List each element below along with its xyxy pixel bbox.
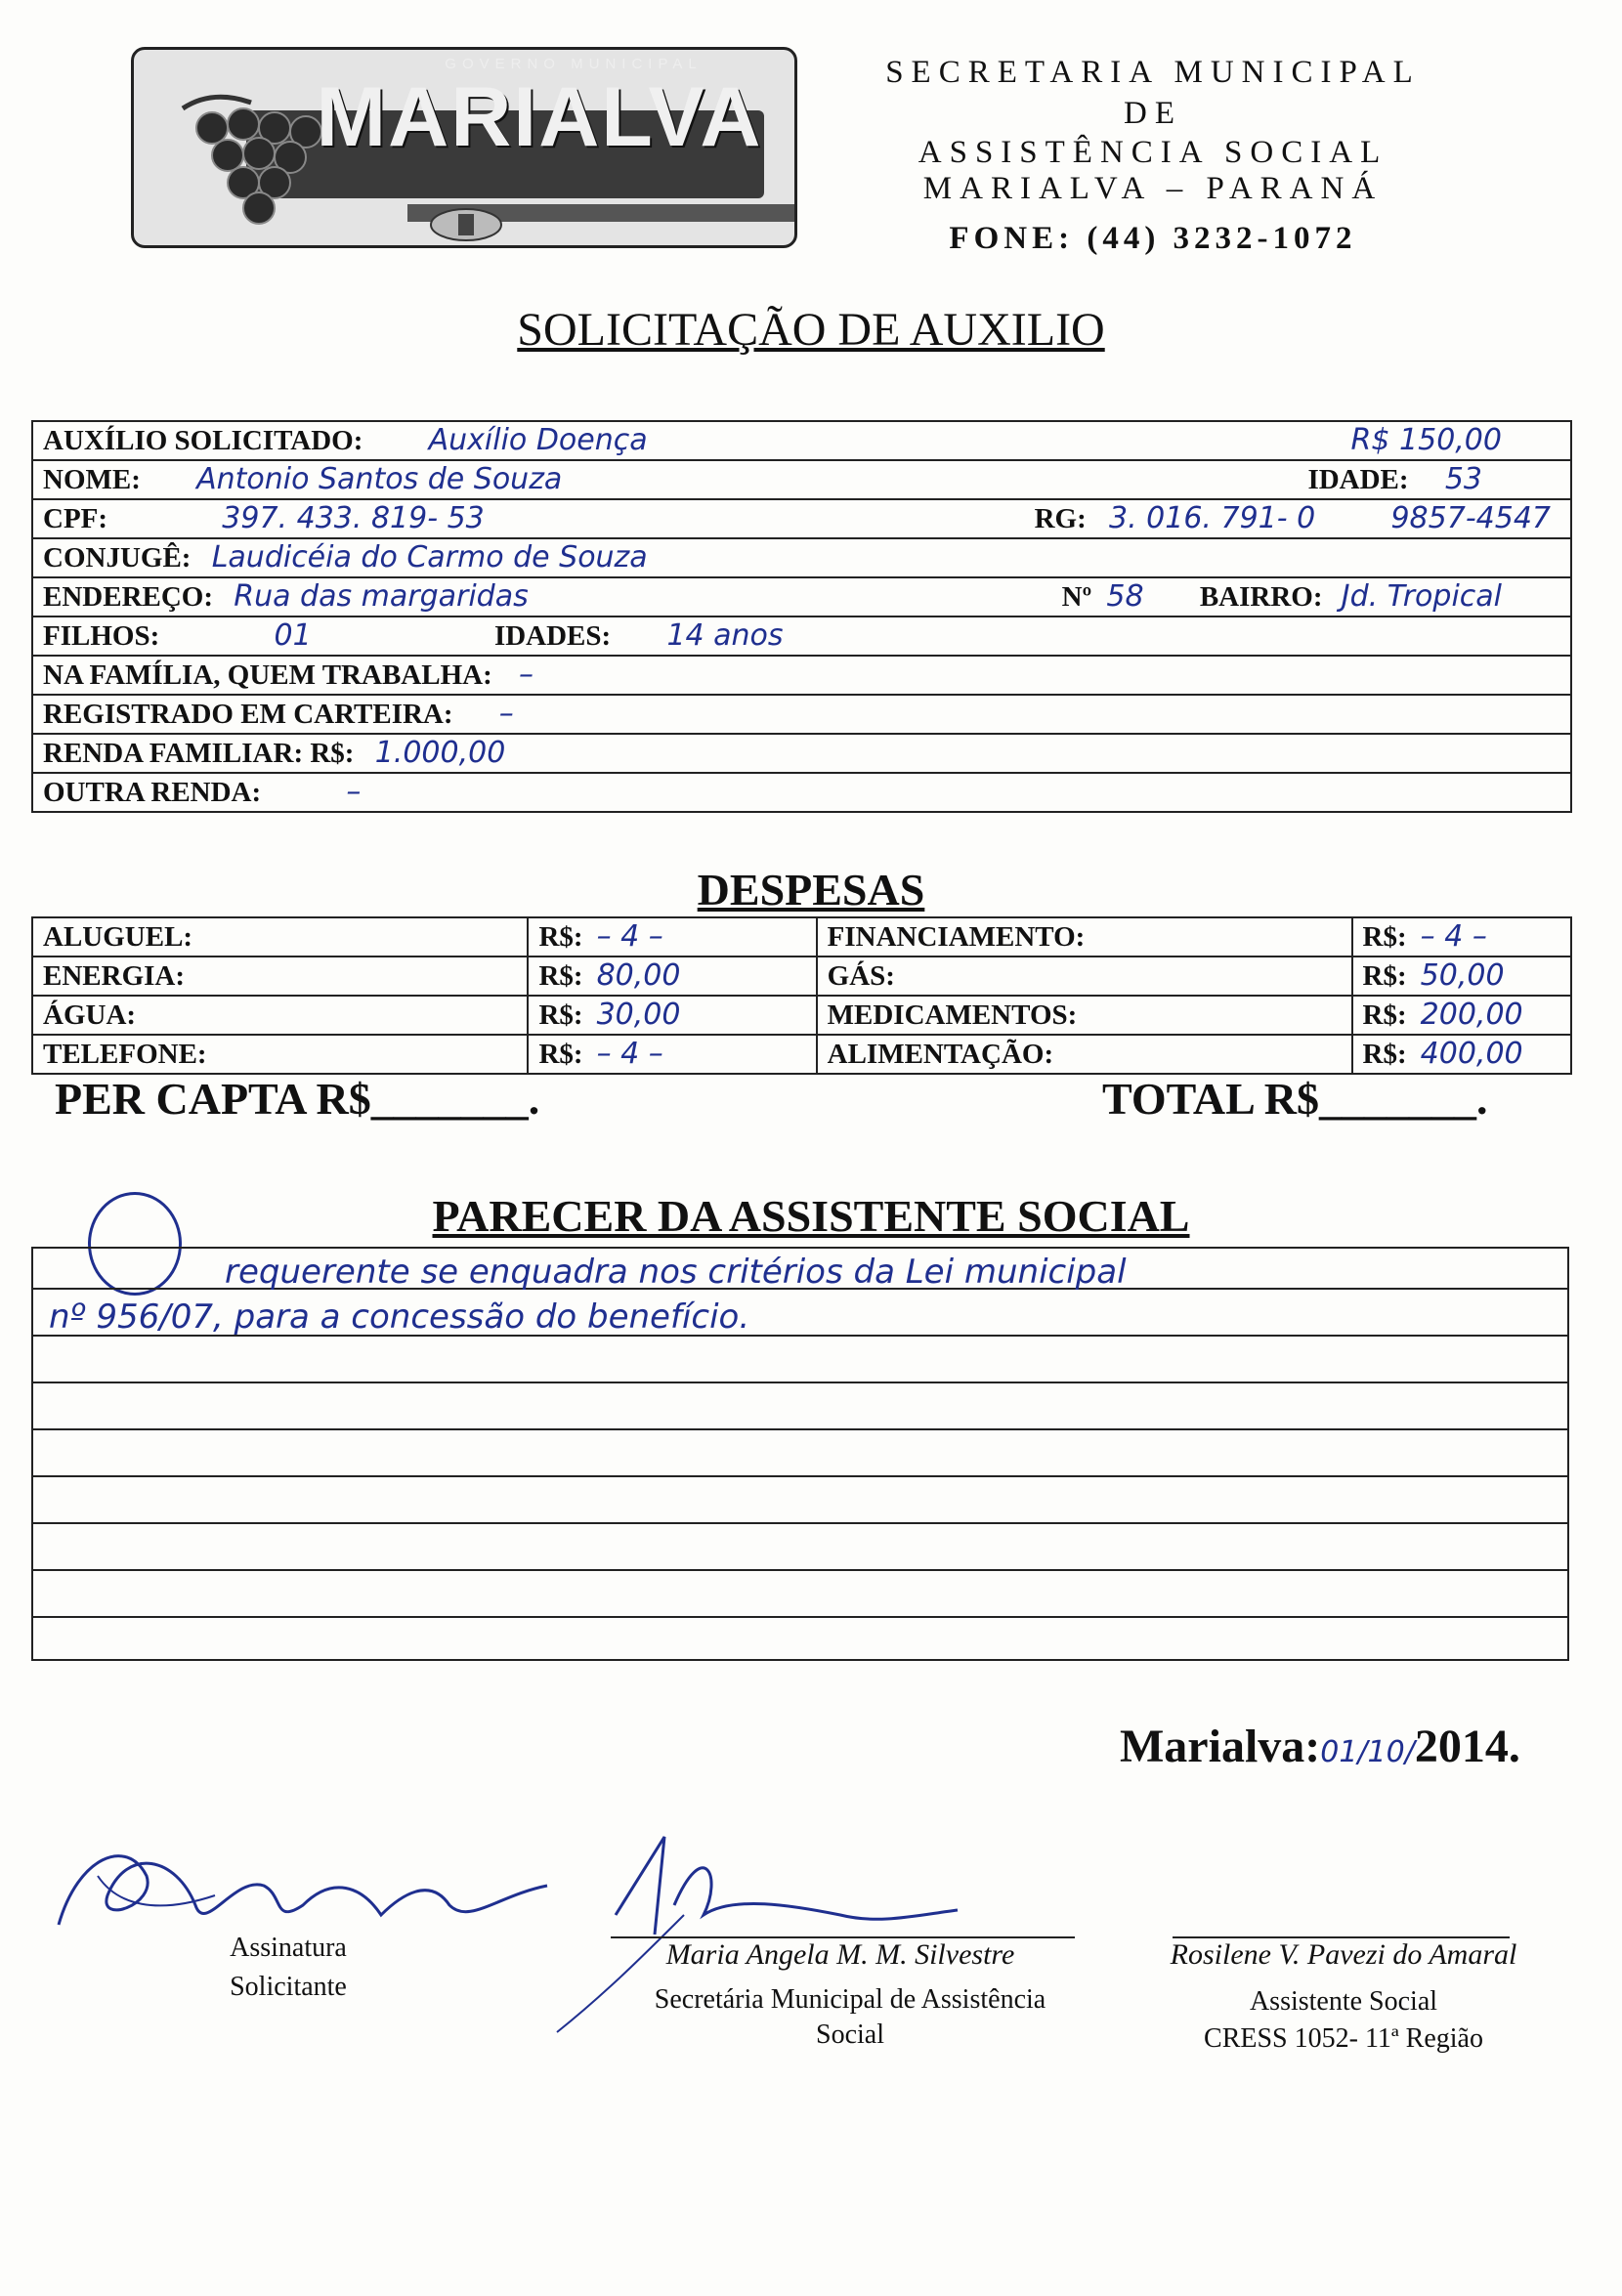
currency-label: R$: <box>1362 960 1407 992</box>
header-phone: FONE: (44) 3232-1072 <box>949 221 1357 256</box>
currency-label: R$: <box>1362 1039 1407 1070</box>
despesas-title: DESPESAS <box>697 865 925 914</box>
solicitante-label1: Assinatura <box>230 1933 347 1963</box>
assistente-name: Rosilene V. Pavezi do Amaral <box>1170 1938 1517 1971</box>
auxilio-label: AUXÍLIO SOLICITADO: <box>43 425 363 456</box>
despesa-row <box>32 1035 1571 1074</box>
idades-label: IDADES: <box>493 620 612 652</box>
endereco-value: Rua das margaridas <box>234 579 529 614</box>
header-line2: DE <box>1124 96 1182 131</box>
carteira-value: – <box>498 697 514 731</box>
idade-label: IDADE: <box>1307 464 1409 495</box>
nome-value: Antonio Santos de Souza <box>196 462 563 496</box>
despesa-row <box>32 957 1571 996</box>
idade-value: 53 <box>1444 462 1482 496</box>
row-auxilio <box>32 421 1571 460</box>
row-trabalha <box>32 656 1571 695</box>
despesa-right-value: 200,00 <box>1420 998 1523 1032</box>
info-table <box>31 420 1572 813</box>
currency-label: R$: <box>538 1039 583 1070</box>
despesas-table <box>31 916 1572 1075</box>
form-title: SOLICITAÇÃO DE AUXILIO <box>517 304 1105 356</box>
date-city: Marialva: <box>1120 1721 1321 1772</box>
despesa-left-label: ALUGUEL: <box>43 920 193 953</box>
numero-value: 58 <box>1106 579 1144 614</box>
conjuge-value: Laudicéia do Carmo de Souza <box>211 540 648 574</box>
row-endereco <box>32 577 1571 617</box>
renda-value: 1.000,00 <box>374 736 506 770</box>
outra-renda-label: OUTRA RENDA: <box>43 777 262 808</box>
despesa-right-value: – 4 – <box>1420 919 1487 954</box>
currency-label: R$: <box>538 999 583 1031</box>
currency-label: R$: <box>1362 921 1407 953</box>
trabalha-label: NA FAMÍLIA, QUEM TRABALHA: <box>43 659 492 691</box>
crest-icon <box>427 206 505 243</box>
despesa-right-value: 50,00 <box>1420 958 1505 993</box>
despesa-left-label: ENERGIA: <box>43 959 186 992</box>
header-line1: SECRETARIA MUNICIPAL <box>885 55 1421 90</box>
row-carteira <box>32 695 1571 734</box>
despesa-row <box>32 917 1571 957</box>
row-outra-renda <box>32 773 1571 812</box>
currency-label: R$: <box>538 960 583 992</box>
despesa-left-value: 80,00 <box>596 958 681 993</box>
parecer-line2: nº 956/07, para a concessão do benefício. <box>49 1297 750 1337</box>
rg-label: RG: <box>1034 503 1087 534</box>
row-renda <box>32 734 1571 773</box>
currency-label: R$: <box>538 921 583 953</box>
outra-renda-value: – <box>346 775 362 809</box>
filhos-label: FILHOS: <box>43 620 160 652</box>
per-capta: PER CAPTA R$_______. <box>55 1074 540 1124</box>
currency-label: R$: <box>1362 999 1407 1031</box>
row-filhos <box>32 617 1571 656</box>
cpf-label: CPF: <box>43 503 108 534</box>
assistente-title2: CRESS 1052- 11ª Região <box>1204 2023 1483 2054</box>
despesa-left-label: ÁGUA: <box>43 999 137 1031</box>
auxilio-value: Auxílio Doença <box>428 423 648 457</box>
despesa-left-value: – 4 – <box>596 919 663 954</box>
bairro-value: Jd. Tropical <box>1341 579 1502 614</box>
endereco-label: ENDEREÇO: <box>43 581 214 613</box>
bairro-label: BAIRRO: <box>1199 581 1323 613</box>
despesa-left-value: – 4 – <box>596 1037 663 1071</box>
logo-name: MARIALVA <box>316 70 763 164</box>
filhos-value: 01 <box>274 618 312 653</box>
renda-label: RENDA FAMILIAR: R$: <box>43 738 355 769</box>
despesa-left-label: TELEFONE: <box>43 1038 207 1070</box>
date-year: 2014. <box>1414 1721 1520 1772</box>
numero-label: Nº <box>1061 581 1092 613</box>
secretaria-name: Maria Angela M. M. Silvestre <box>665 1938 1015 1971</box>
header-line4: MARIALVA – PARANÁ <box>922 171 1384 206</box>
row-conjuge <box>32 538 1571 577</box>
idades-value: 14 anos <box>666 618 784 653</box>
row-nome <box>32 460 1571 499</box>
secretaria-title1: Secretária Municipal de Assistência <box>654 1984 1046 2015</box>
trabalha-value: – <box>518 658 534 692</box>
despesa-row <box>32 996 1571 1035</box>
total: TOTAL R$_______. <box>1102 1074 1488 1124</box>
conjuge-label: CONJUGÊ: <box>43 542 192 574</box>
secretaria-title2: Social <box>816 2020 884 2050</box>
phone-value: 9857-4547 <box>1390 501 1551 535</box>
despesa-right-value: 400,00 <box>1420 1037 1523 1071</box>
date-line <box>1120 1720 1520 1773</box>
despesa-right-label: GÁS: <box>827 959 895 992</box>
logo <box>131 47 797 248</box>
row-cpf <box>32 499 1571 538</box>
despesa-right-label: FINANCIAMENTO: <box>827 920 1086 953</box>
date-day-month: 01/10/ <box>1320 1735 1415 1769</box>
carteira-label: REGISTRADO EM CARTEIRA: <box>43 699 453 730</box>
despesa-left-value: 30,00 <box>596 998 681 1032</box>
logo-top-text: GOVERNO MUNICIPAL <box>445 56 703 72</box>
despesa-right-label: MEDICAMENTOS: <box>827 999 1078 1031</box>
header-line3: ASSISTÊNCIA SOCIAL <box>918 135 1388 170</box>
cpf-value: 397. 433. 819- 53 <box>222 501 485 535</box>
assistente-title1: Assistente Social <box>1249 1986 1438 2017</box>
parecer-line1: requerente se enquadra nos critérios da Lei municipal <box>225 1253 1127 1292</box>
parecer-title: PARECER DA ASSISTENTE SOCIAL <box>432 1191 1190 1241</box>
solicitante-label2: Solicitante <box>230 1972 347 2002</box>
nome-label: NOME: <box>43 464 141 495</box>
auxilio-amount: R$ 150,00 <box>1350 423 1502 457</box>
rg-value: 3. 016. 791- 0 <box>1109 501 1316 535</box>
despesa-right-label: ALIMENTAÇÃO: <box>827 1038 1054 1070</box>
